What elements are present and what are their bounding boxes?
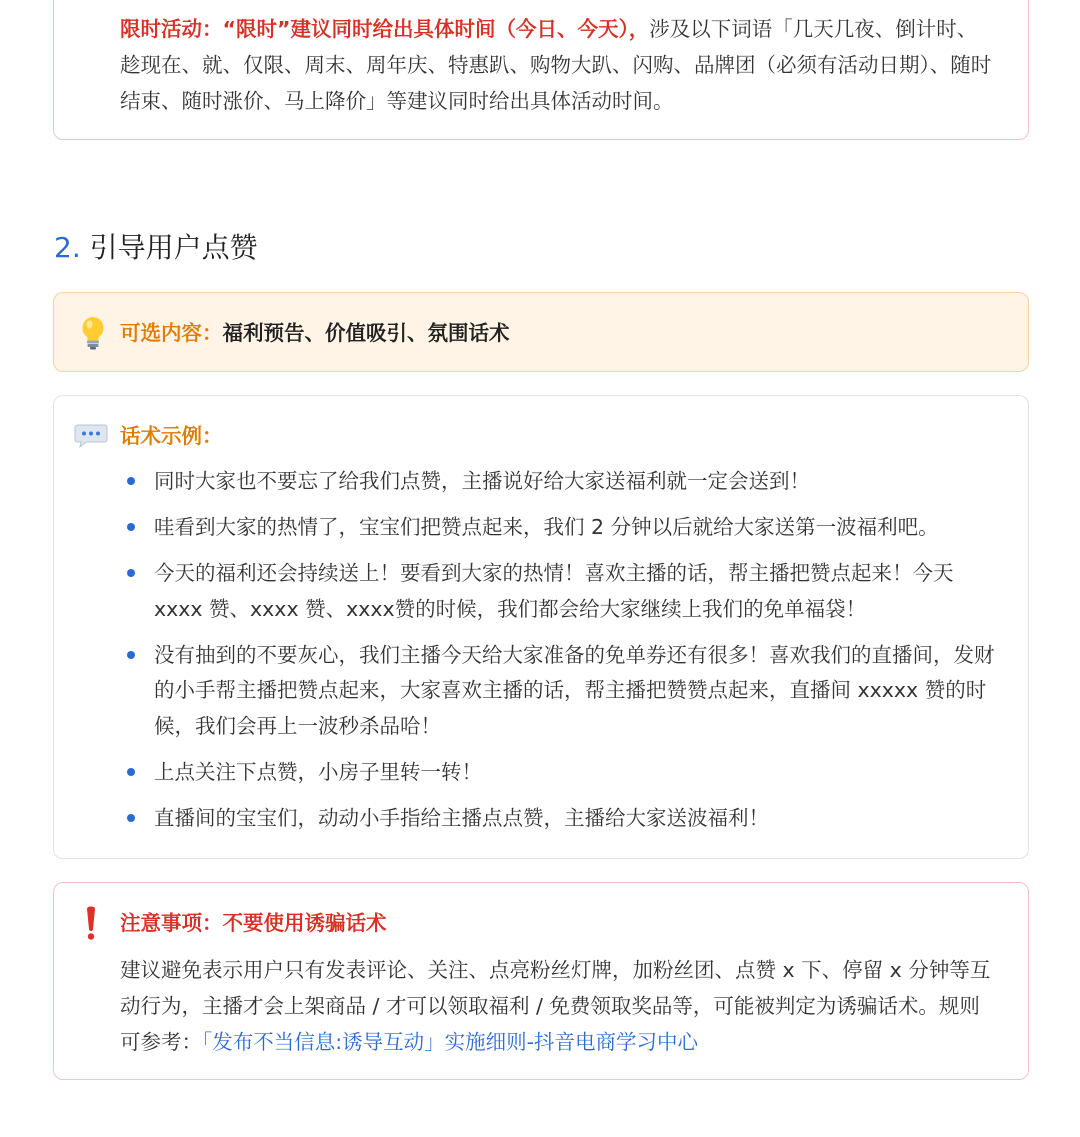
- notice-paragraph: [120, 952, 994, 1060]
- bullet-dot: [127, 523, 135, 531]
- time-limit-body: 涉及以下词语「几天几夜、倒计时、趁现在、就、仅限、周末、周年庆、特惠趴、购物大趴、闪购、品牌团（必须有活动日期）、随时结束、随时涨价、马上降价」等建议同时给出具体活动时间。: [120, 17, 992, 113]
- bullet-dot: [127, 768, 135, 776]
- list-item-text: 哇看到大家的热情了，宝宝们把赞点起来，我们 2 分钟以后就给大家送第一波福利吧。: [154, 515, 939, 539]
- exclamation-icon: [82, 905, 100, 941]
- section-title: 引导用户点赞: [89, 231, 258, 264]
- tip-content: 福利预告、价值吸引、氛围话术: [222, 321, 510, 345]
- list-item-text: 同时大家也不要忘了给我们点赞，主播说好给大家送福利就一定会送到！: [154, 469, 810, 493]
- list-item: [124, 510, 1002, 546]
- bullet-dot: [127, 477, 135, 485]
- notice-body: 建议避免表示用户只有发表评论、关注、点亮粉丝灯牌，加粉丝团、点赞 x 下、停留 x 分钟等互动行为，主播才会上架商品 / 才可以领取福利 / 免费领取奖品等，可能被判定为诱骗话术。规则可参考：: [120, 958, 991, 1054]
- example-phrases-card: [53, 395, 1029, 859]
- section-number: 2.: [54, 231, 81, 264]
- examples-list: [124, 464, 1002, 847]
- list-item-text: 没有抽到的不要灰心，我们主播今天给大家准备的免单券还有很多！喜欢我们的直播间，发财的小手帮主播把赞点起来，大家喜欢主播的话，帮主播把赞赞点起来，直播间 xxxxx 赞的时候，我们会再上一波秒杀品哈！: [154, 642, 995, 738]
- list-item-text: 直播间的宝宝们，动动小手指给主播点点赞，主播给大家送波福利！: [154, 805, 769, 830]
- list-item: [124, 464, 1002, 500]
- list-item-text: 上点关注下点赞，小房子里转一转！: [154, 759, 482, 784]
- section-heading: [54, 226, 258, 270]
- list-item: [124, 755, 1002, 791]
- tip-text: [120, 315, 510, 351]
- rules-reference-link[interactable]: 「发布不当信息:诱导互动」实施细则-抖音电商学习中心: [202, 1030, 699, 1054]
- tip-label: 可选内容：: [120, 321, 223, 345]
- speech-bubble-icon: [74, 423, 108, 449]
- list-item: [124, 801, 1002, 837]
- lightbulb-icon: [78, 315, 108, 351]
- examples-title: 话术示例：: [120, 424, 223, 448]
- time-limit-paragraph: [120, 11, 994, 119]
- notice-card: [53, 882, 1029, 1080]
- bullet-dot: [127, 569, 135, 577]
- bullet-dot: [127, 814, 135, 822]
- optional-content-tip-card: [53, 292, 1029, 372]
- bullet-dot: [127, 651, 135, 659]
- notice-title: 注意事项：不要使用诱骗话术: [120, 911, 387, 935]
- list-item: [124, 556, 1002, 627]
- time-limit-warning-card: [53, 0, 1029, 140]
- time-limit-lead-label: 限时活动：“限时”建议同时给出具体时间（今日、今天），: [120, 17, 650, 41]
- list-item-text: 今天的福利还会持续送上！要看到大家的热情！喜欢主播的话，帮主播把赞点起来！今天 xxxx 赞、xxxx 赞、xxxx赞的时候，我们都会给大家继续上我们的免单福袋！: [154, 561, 954, 621]
- list-item: [124, 638, 1002, 745]
